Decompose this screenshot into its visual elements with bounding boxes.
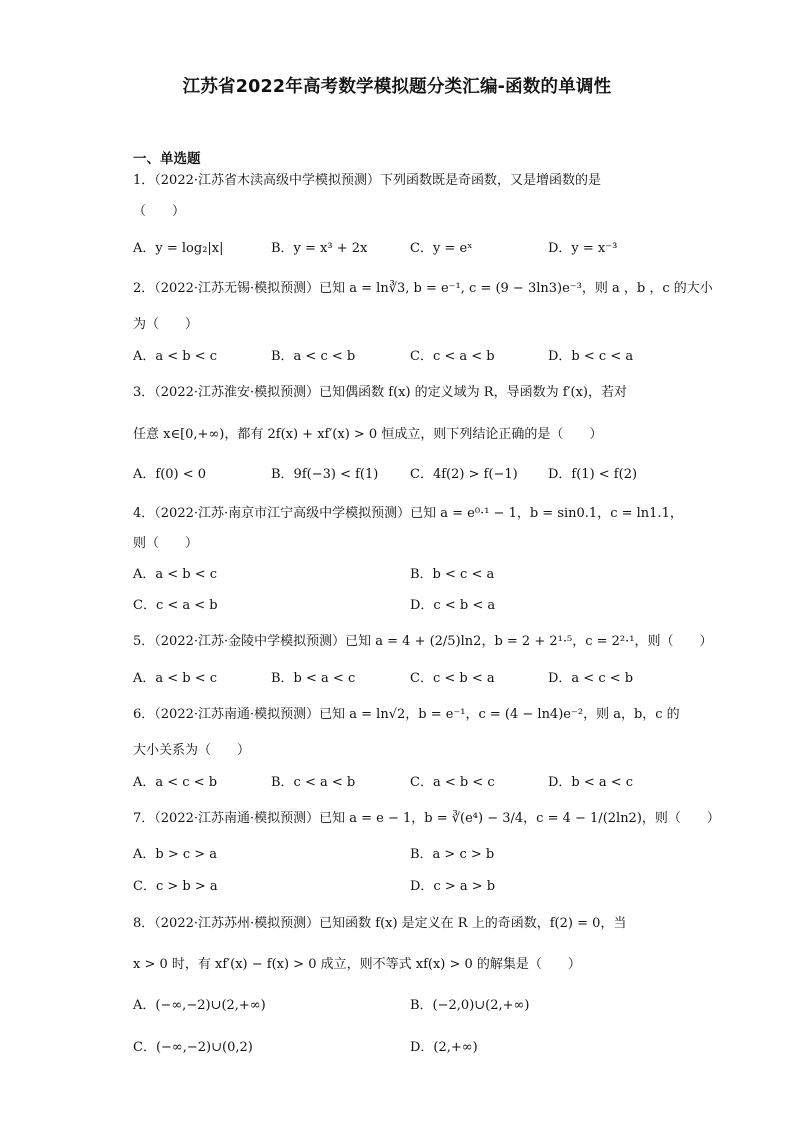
q6-option-a: A．a < c < b bbox=[133, 775, 218, 790]
q7-option-a: A．b > c > a bbox=[133, 847, 218, 862]
question-4-stem: 4．（2022·江苏·南京市江宁高级中学模拟预测）已知 a = e⁰·¹ − 1，b = sin0.1，c = ln1.1， bbox=[133, 506, 683, 521]
q5-option-b: B．b < a < c bbox=[271, 671, 356, 686]
question-3-stem-cont: 任意 x∈[0,+∞)，都有 2f(x) + xf′(x) > 0 恒成立，则下列结论正确的是（ ） bbox=[133, 427, 603, 442]
q8-option-c: C．(−∞,−2)∪(0,2) bbox=[133, 1040, 253, 1055]
q4-option-d: D．c < b < a bbox=[410, 598, 496, 613]
q6-option-d: D．b < a < c bbox=[548, 775, 634, 790]
question-1-stem: 1．（2022·江苏省木渎高级中学模拟预测）下列函数既是奇函数，又是增函数的是 bbox=[133, 173, 601, 188]
q4-option-b: B．b < c < a bbox=[410, 567, 495, 582]
q4-option-c: C．c < a < b bbox=[133, 598, 218, 613]
q7-option-c: C．c > b > a bbox=[133, 879, 218, 894]
question-7-stem: 7．（2022·江苏南通·模拟预测）已知 a = e − 1，b = ∛(e⁴) − 3/4，c = 4 − 1/(2ln2)，则（ ） bbox=[133, 811, 720, 826]
q5-option-a: A．a < b < c bbox=[133, 671, 218, 686]
q6-option-b: B．c < a < b bbox=[271, 775, 356, 790]
q7-option-b: B．a > c > b bbox=[410, 847, 495, 862]
q5-option-d: D．a < c < b bbox=[548, 671, 634, 686]
q2-option-d: D．b < c < a bbox=[548, 349, 634, 364]
q1-option-a: A．y = log₂|x| bbox=[133, 241, 224, 256]
q8-option-d: D．(2,+∞) bbox=[410, 1040, 478, 1055]
q8-option-b: B．(−2,0)∪(2,+∞) bbox=[410, 998, 530, 1013]
question-8-stem-cont: x > 0 时，有 xf′(x) − f(x) > 0 成立，则不等式 xf(x) > 0 的解集是（ ） bbox=[133, 957, 581, 972]
q3-option-a: A．f(0) < 0 bbox=[133, 467, 207, 482]
question-2-stem-cont: 为（ ） bbox=[133, 317, 199, 332]
question-6-stem-cont: 大小关系为（ ） bbox=[133, 743, 251, 758]
question-5-stem: 5．（2022·江苏·金陵中学模拟预测）已知 a = 4 + (2/5)ln2，b = 2 + 2¹·⁵，c = 2²·¹，则（ ） bbox=[133, 634, 713, 649]
q1-option-b: B．y = x³ + 2x bbox=[271, 241, 368, 256]
q5-option-c: C．c < b < a bbox=[410, 671, 495, 686]
question-6-stem: 6．（2022·江苏南通·模拟预测）已知 a = ln√2，b = e⁻¹，c = (4 − ln4)e⁻²，则 a，b，c 的 bbox=[133, 707, 680, 722]
q3-option-b: B．9f(−3) < f(1) bbox=[271, 467, 379, 482]
question-2-stem: 2．（2022·江苏无锡·模拟预测）已知 a = ln∛3, b = e⁻¹, c = (9 − 3ln3)e⁻³，则 a ，b ，c 的大小 bbox=[133, 281, 713, 296]
q3-option-c: C．4f(2) > f(−1) bbox=[410, 467, 518, 482]
q3-option-d: D．f(1) < f(2) bbox=[548, 467, 638, 482]
page-title: 江苏省2022年高考数学模拟题分类汇编-函数的单调性 bbox=[182, 77, 612, 97]
q8-option-a: A．(−∞,−2)∪(2,+∞) bbox=[133, 998, 266, 1013]
q4-option-a: A．a < b < c bbox=[133, 567, 218, 582]
q2-option-c: C．c < a < b bbox=[410, 349, 495, 364]
q7-option-d: D．c > a > b bbox=[410, 879, 496, 894]
q6-option-c: C．a < b < c bbox=[410, 775, 495, 790]
q2-option-a: A．a < b < c bbox=[133, 349, 218, 364]
question-3-stem: 3．（2022·江苏淮安·模拟预测）已知偶函数 f(x) 的定义域为 R，导函数为 f′(x)，若对 bbox=[133, 385, 627, 400]
q2-option-b: B．a < c < b bbox=[271, 349, 356, 364]
q1-option-c: C．y = eˣ bbox=[410, 241, 473, 256]
question-4-stem-cont: 则（ ） bbox=[133, 536, 199, 551]
section-heading: 一、单选题 bbox=[133, 151, 201, 167]
question-1-stem-cont: （ ） bbox=[133, 204, 186, 219]
q1-option-d: D．y = x⁻³ bbox=[548, 241, 618, 256]
question-8-stem: 8．（2022·江苏苏州·模拟预测）已知函数 f(x) 是定义在 R 上的奇函数，f(2) = 0，当 bbox=[133, 916, 627, 931]
